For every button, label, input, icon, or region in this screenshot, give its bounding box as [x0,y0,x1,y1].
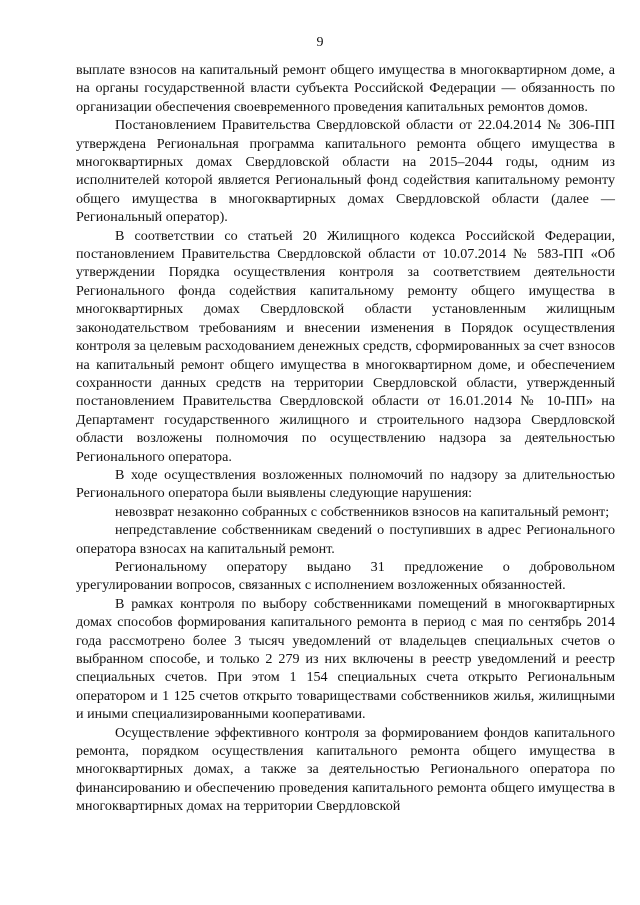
paragraph-proposals: Региональному оператору выдано 31 предложение о добровольном урегулировании вопросов, связанных с исполнением возложенных обязанностей. [76,558,615,594]
paragraph-violation-refund: невозврат незаконно собранных с собственников взносов на капитальный ремонт; [115,503,610,520]
paragraph-regional-program: Постановлением Правительства Свердловской области от 22.04.2014 № 306-ПП утверждена Региональная программа капитального ремонта общего имущества в многоквартирных домах Свердловской области на 2015–2044 годы, одним из исполнителей которой является Региональный фонд содействия капитальному ремонту общего имущества в многоквартирных домах Свердловской области (далее — Региональный оператор). [76,117,615,226]
paragraph-housing-code: В соответствии со статьей 20 Жилищного кодекса Российской Федерации, постановлением Правительства Свердловской области от 10.07.2014 № 583-ПП «Об утверждении Порядка осуществления контроля за соответствием деятельности Регионального фонда содействия капитальному ремонту общего имущества в многоквартирных домах Свердловской области установленным жилищным законодательством требованиям и внесении изменения в Порядок осуществления контроля за целевым расходованием денежных средств, сформированных за счет взносов на капитальный ремонт общего имущества в многоквартирном доме, и обеспечением сохранности данных средств на территории Свердловской области, утвержденный постановлением Правительства Свердловской области от 16.01.2014 № 10-ПП» на Департамент государственного жилищного и строительного надзора Свердловской области возложены полномочия по осуществлению надзора за деятельностью Регионального оператора. [76,227,615,465]
paragraph-continuation: выплате взносов на капитальный ремонт общего имущества в многоквартирном доме, а на органы государственной власти субъекта Российской Федерации — обязанность по организации обеспечения своевременного проведения капитальных ремонтов домов. [76,62,615,115]
paragraph-special-accounts: В рамках контроля по выбору собственниками помещений в многоквартирных домах способов формирования капитального ремонта в период с мая по сентябрь 2014 года рассмотрено более 3 тысяч уведомлений от владельцев специальных счетов о выбранном способе, и только 2 279 из них включены в реестр уведомлений и реестр специальных счетов. При этом 1 154 специальных счета открыто Региональным оператором и 1 125 счетов открыто товариществами собственников жилья, жилищными и иными специализированными кооперативами. [76,595,615,723]
paragraph-effective-control: Осуществление эффективного контроля за формированием фондов капитального ремонта, порядком осуществления капитального ремонта общего имущества в многоквартирных домах, а также за деятельностью Регионального оператора по финансированию и обеспечению проведения капитального ремонта общего имущества в многоквартирных домах на территории Свердловской [76,724,615,815]
paragraph-violations-intro: В ходе осуществления возложенных полномочий по надзору за длительностью Регионального оператора были выявлены следующие нарушения: [76,466,615,502]
paragraph-violation-info: непредставление собственникам сведений о поступивших в адрес Регионального оператора взносах на капитальный ремонт. [76,522,615,557]
page-number: 9 [316,35,324,50]
body-text [76,61,615,816]
